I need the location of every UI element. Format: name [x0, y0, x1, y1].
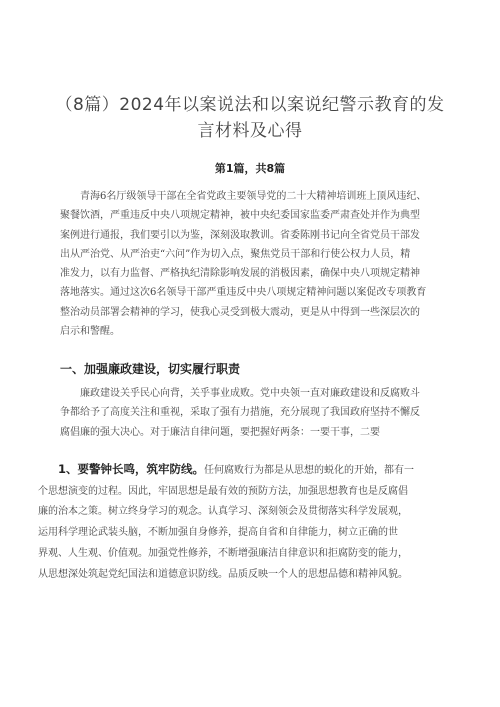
text-line: 聚餐饮酒，严重违反中央八项规定精神，被中央纪委国家监委严肃查处并作为典型 [60, 210, 420, 222]
part-indicator: 第1篇，共8篇 [214, 162, 286, 175]
text-line: 准发力，以有力监督、严格执纪清除影响发展的消极因素，确保中央八项规定精神 [60, 268, 420, 280]
text-line: 从思想深处筑起党纪国法和道德意识防线。品质反映一个人的思想品德和精神风貌。 [38, 568, 408, 580]
text-line: 出从严治党、从严治吏“六问”作为切入点，聚焦党员干部和行使公权力人员，精 [60, 248, 411, 260]
text-line: 界观、人生观、价值观。加强党性修养，不断增强廉洁自律意识和拒腐防变的能力， [38, 547, 408, 559]
point-lead: 1、要警钟长鸣，筑牢防线。 [58, 462, 205, 476]
paragraph-intro [60, 187, 446, 341]
section-heading: 一、加强廉政建设，切实履行职责 [60, 362, 241, 376]
text-line: 整治动员部署会精神的学习，使我心灵受到极大震动，更是从中得到一些深层次的 [60, 306, 420, 318]
text-line: 廉的治本之策。树立终身学习的观念。认真学习、深刻领会及贯彻落实科学发展观， [38, 506, 408, 518]
title-line: （8篇）2024年以案说法和以案说纪警示教育的发 [55, 95, 445, 115]
paragraph-point1 [38, 459, 460, 585]
text-line: 腐倡廉的强大决心。对于廉洁自律问题，要把握好两条：一要干事，二要 [60, 426, 380, 438]
paragraph-section1 [60, 384, 446, 442]
text-line: 个思想演变的过程。因此，牢固思想是最有效的预防方法，加强思想教育也是反腐倡 [38, 485, 408, 497]
text-line: 运用科学理论武装头脑，不断加强自身修养，提高自省和自律能力，树立正确的世 [38, 527, 398, 539]
text-line: 廉政建设关乎民心向背，关乎事业成败。党中央领一直对廉政建设和反腐败斗 [80, 388, 420, 399]
title-line: 言材料及心得 [197, 121, 303, 141]
text-line: 落地落实。通过这次6名领导干部严重违反中央八项规定精神问题以案促改专项教育 [60, 287, 427, 299]
text-line: 争都给予了高度关注和重视，采取了强有力措施，充分展现了我国政府坚持不懈反 [60, 407, 420, 419]
text-line: 启示和警醒。 [60, 326, 120, 338]
document-title [40, 92, 460, 144]
text-line: 任何腐败行为都是从思想的蜕化的开始，都有一 [204, 465, 415, 476]
text-line: 案例进行通报，我们要引以为鉴，深刻汲取教训。省委陈刚书记向全省党员干部发 [60, 229, 420, 241]
text-line: 青海6名厅级领导干部在全省党政主要领导党的二十大精神培训班上顶风违纪、 [80, 191, 427, 202]
